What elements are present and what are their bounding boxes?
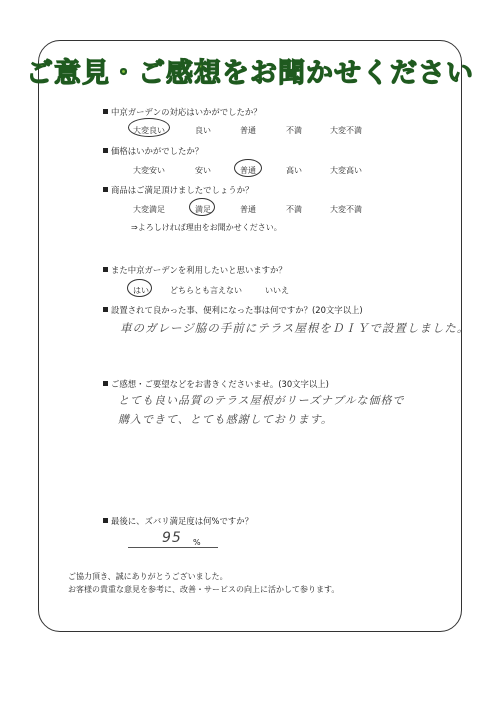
q6-handwritten-answer-line-1: とても良い品質のテラス屋根がリーズナブルな価格で xyxy=(118,394,405,407)
bullet-square-icon xyxy=(103,307,108,312)
q3-option-3: 普通 xyxy=(240,205,256,214)
question-7-label: 最後に、ズバリ満足度は何%ですか？ xyxy=(111,516,253,526)
q4-option-1: はい xyxy=(133,286,149,295)
q1-selected-circle xyxy=(128,118,170,137)
q3-option-4: 不満 xyxy=(286,205,302,214)
q3-option-2: 満足 xyxy=(195,205,211,214)
q7-answer-underline xyxy=(128,547,218,548)
question-5 xyxy=(103,304,363,316)
q2-option-3: 普通 xyxy=(240,166,256,175)
q1-option-3: 普通 xyxy=(240,126,256,135)
bullet-square-icon xyxy=(103,109,108,114)
question-6-label: ご感想・ご要望などをお書きくださいませ。(30文字以上) xyxy=(111,379,329,389)
question-2 xyxy=(103,145,203,157)
q4-selected-circle xyxy=(127,279,152,297)
question-4-label: また中京ガーデンを利用したいと思いますか？ xyxy=(111,265,287,275)
question-2-label: 価格はいかがでしたか？ xyxy=(111,146,204,156)
question-1 xyxy=(103,106,262,118)
question-1-label: 中京ガーデンの対応はいかがでしたか？ xyxy=(111,107,262,117)
bullet-square-icon xyxy=(103,187,108,192)
question-6 xyxy=(103,378,329,390)
q2-option-5: 大変高い xyxy=(330,166,362,175)
q5-handwritten-answer: 車のガレージ脇の手前にテラス屋根をＤＩＹで設置しました。 xyxy=(120,321,470,335)
footer-thanks: ご協力頂き、誠にありがとうございました。 xyxy=(68,572,228,581)
q2-option-2: 安い xyxy=(195,166,211,175)
bullet-square-icon xyxy=(103,148,108,153)
q1-option-1: 大変良い xyxy=(133,126,165,135)
bullet-square-icon xyxy=(103,518,108,523)
q7-percent-unit: % xyxy=(193,538,201,547)
q3-selected-circle xyxy=(189,198,215,216)
footer-message: お客様の貴重な意見を参考に、改善・サービスの向上に活かして参ります。 xyxy=(68,585,340,594)
q1-option-4: 不満 xyxy=(286,126,302,135)
q4-option-3: いいえ xyxy=(265,286,289,295)
q3-option-5: 大変不満 xyxy=(330,205,362,214)
question-3-label: 商品はご満足頂けましたでしょうか？ xyxy=(111,185,254,195)
question-3 xyxy=(103,184,253,196)
q3-option-1: 大変満足 xyxy=(133,205,165,214)
q4-option-2: どちらとも言えない xyxy=(170,286,242,295)
q6-handwritten-answer-line-2: 購入できて、とても感謝しております。 xyxy=(118,413,333,426)
q3-reason-note: ⇒よろしければ理由をお聞かせください。 xyxy=(131,223,282,232)
question-7 xyxy=(103,515,253,527)
question-4 xyxy=(103,264,287,276)
q7-handwritten-answer: 95 xyxy=(162,530,182,546)
q1-option-2: 良い xyxy=(195,126,211,135)
q2-selected-circle xyxy=(234,159,262,177)
bullet-square-icon xyxy=(103,381,108,386)
q2-option-1: 大変安い xyxy=(133,166,165,175)
question-5-label: 設置されて良かった事、便利になった事は何ですか？(20文字以上) xyxy=(111,305,363,315)
q2-option-4: 高い xyxy=(286,166,302,175)
q1-option-5: 大変不満 xyxy=(330,126,362,135)
page-title: ご意見・ご感想をお聞かせください xyxy=(26,58,474,89)
bullet-square-icon xyxy=(103,267,108,272)
